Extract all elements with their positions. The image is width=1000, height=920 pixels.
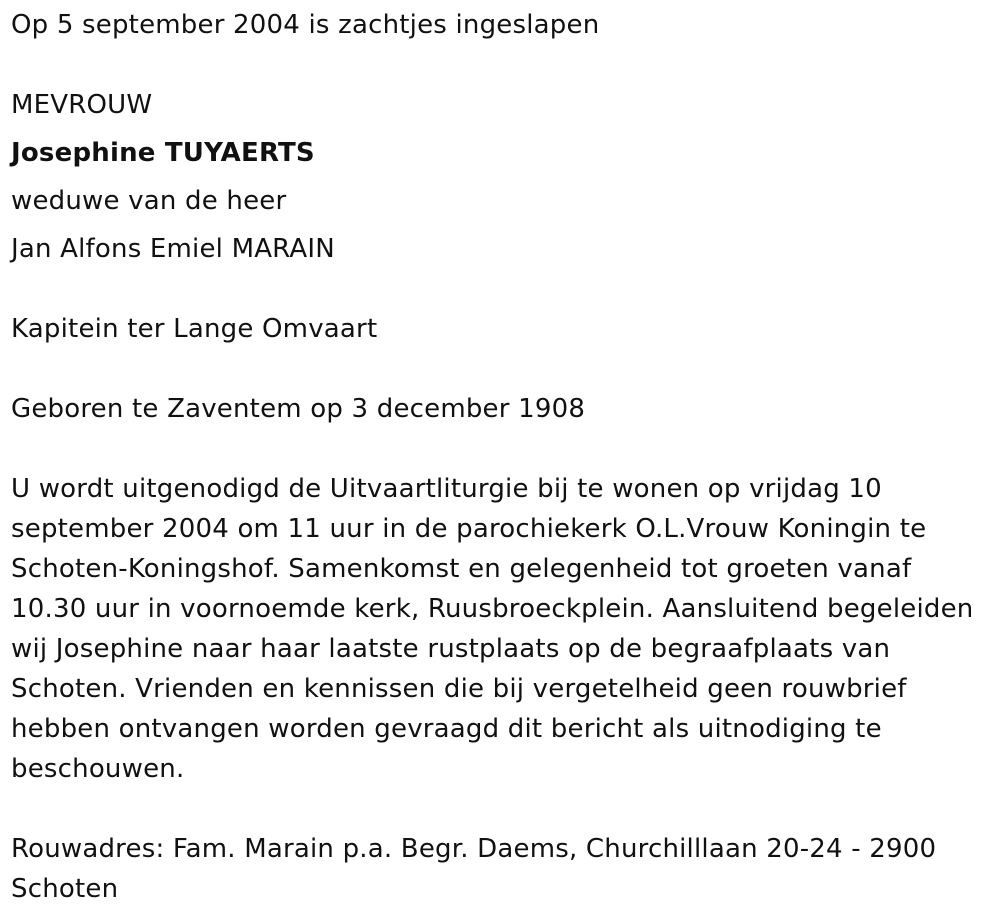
funeral-line: september 2004 om 11 uur in de parochiekerk O.L.Vrouw Koningin te [11,514,927,544]
funeral-line: U wordt uitgenodigd de Uitvaartliturgie bij te wonen op vrijdag 10 [11,474,882,504]
relation-line: weduwe van de heer [11,186,287,216]
funeral-line: beschouwen. [11,754,185,784]
funeral-line: hebben ontvangen worden gevraagd dit bericht als uitnodiging te [11,714,882,744]
funeral-line: Schoten. Vrienden en kennissen die bij vergetelheid geen rouwbrief [11,674,907,704]
birth-line: Geboren te Zaventem op 3 december 1908 [11,394,586,424]
spouse-name: Jan Alfons Emiel MARAIN [11,234,335,264]
address-line: Kapitein ter Lange Omvaart [11,314,378,344]
honorific-title: MEVROUW [11,90,153,120]
mourning-address-line: Schoten [11,874,119,904]
funeral-line: Schoten-Koningshof. Samenkomst en gelegenheid tot groeten vanaf [11,554,912,584]
funeral-line: 10.30 uur in voornoemde kerk, Ruusbroeckplein. Aansluitend begeleiden [11,594,974,624]
funeral-line: wij Josephine naar haar laatste rustplaats op de begraafplaats van [11,634,891,664]
mourning-address-line: Rouwadres: Fam. Marain p.a. Begr. Daems, Churchilllaan 20-24 - 2900 [11,834,937,864]
deceased-name: Josephine TUYAERTS [11,138,315,168]
intro-line: Op 5 september 2004 is zachtjes ingeslapen [11,10,600,40]
